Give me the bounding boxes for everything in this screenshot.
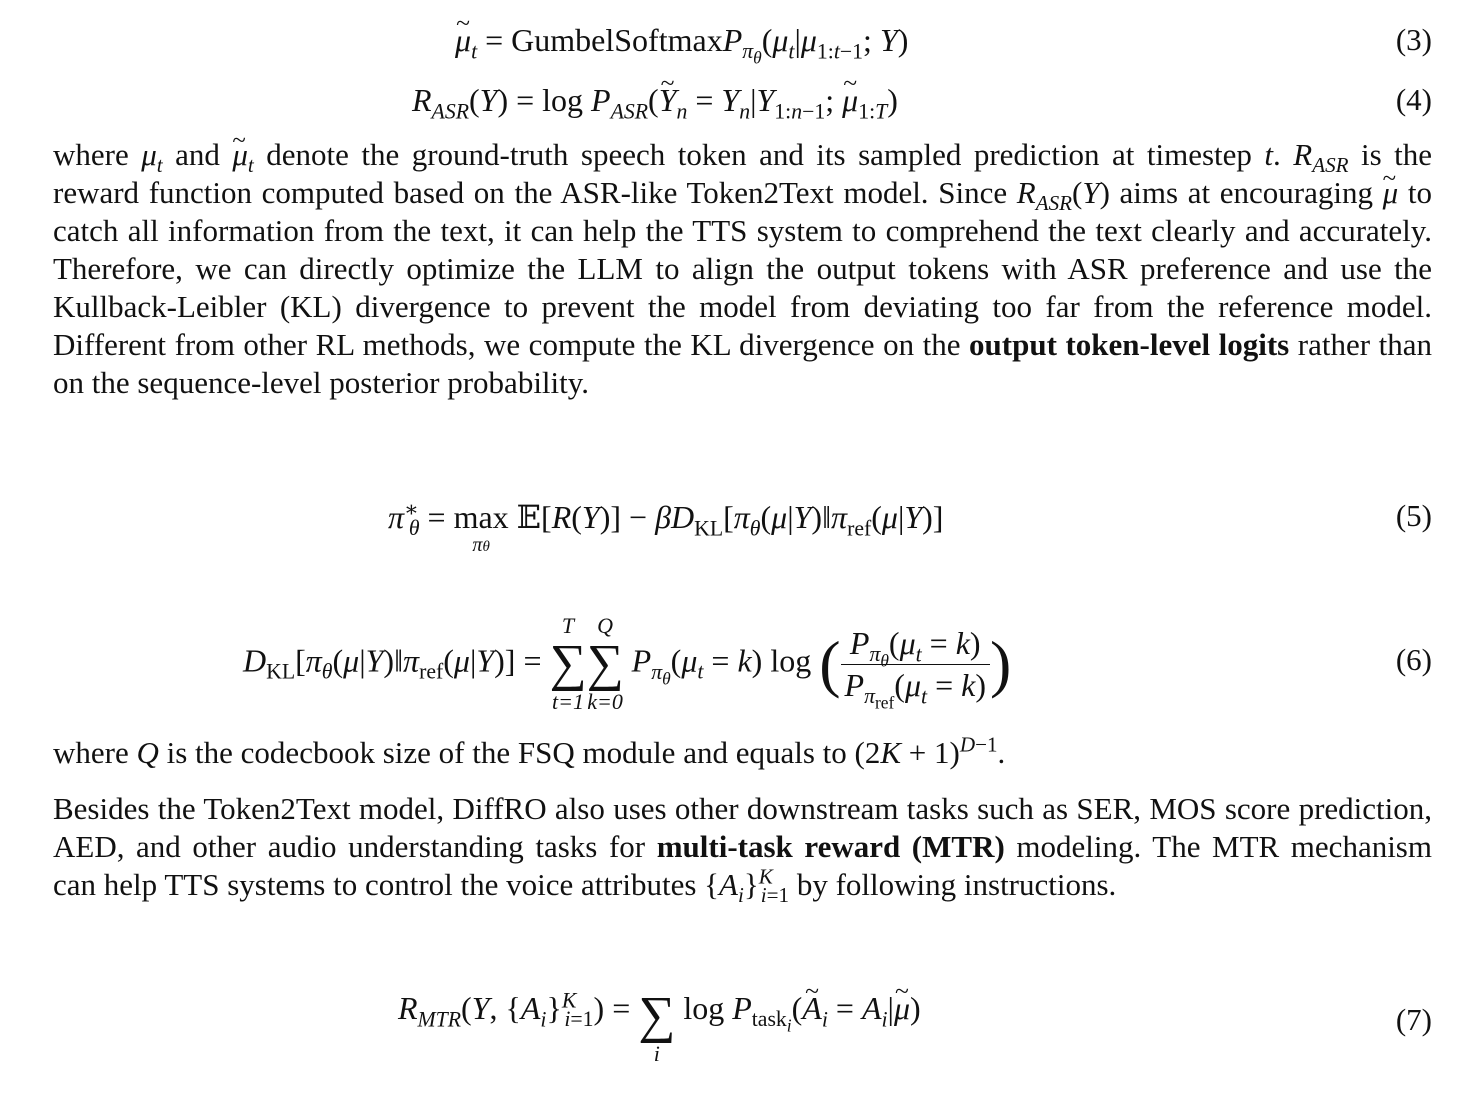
max-operator: max (453, 499, 509, 535)
para1-text-c: denote the ground-truth speech token and its sampled prediction at timestep (253, 137, 1265, 172)
para1-text-f: aims at encouraging (1109, 175, 1383, 210)
log-label: log (542, 82, 584, 118)
equation-7 (0, 987, 1459, 1080)
para3-text-a: Besides the Token2Text model, DiffRO also uses other downstream tasks such as SER, MOS score prediction, AED, and other audio understanding tasks for (53, 791, 1432, 864)
equation-3-number: (3) (1395, 22, 1432, 57)
para1-text-e: is the reward function computed based on the ASR-like Token2Text model. Since (53, 137, 1432, 210)
sum-i: ∑ i (638, 987, 676, 1066)
para2-text-b: is the codecbook size of the FSQ module and equals to (158, 735, 855, 770)
task-subscript: task (751, 1007, 787, 1032)
ref-subscript-6b: ref (874, 692, 895, 713)
para1-text-a: where (53, 137, 142, 172)
kl-subscript-6: KL (266, 659, 296, 684)
equation-5 (0, 498, 1459, 558)
equation-6-body: $D_{KL}[\pi_\theta(\mu|Y)‖\pi_{ref}(\mu|Y)]$ = T ∑ t=1 Q ∑ k=0 $P_{\pi_\theta}(\mu_t = k)$ log ( $\frac{P_{\pi_\theta}(\mu_t = k)}{P_{\pi_{ref}}(\mu_t = k)}$ ) (243, 613, 1012, 714)
equation-3 (0, 22, 1459, 68)
para2-text-a: where (53, 735, 137, 770)
paragraph-3: Besides the Token2Text model, DiffRO also uses other downstream tasks such as SER, MOS score prediction, AED, and other audio understanding tasks for multi-task reward (MTR) modeling. The MTR mechanism can help TTS systems to control the voice attributes $\{A_i\}^K_{i=1}$ by following instructions. (53, 791, 1432, 908)
ref-subscript-5: ref (847, 516, 872, 541)
kl-ratio-fraction: $\frac{P_{\pi_\theta}(\mu_t = k)}{P_{\pi_{ref}}(\mu_t = k)}$ (841, 625, 990, 704)
equation-6-number: (6) (1395, 642, 1432, 677)
kl-subscript-5: KL (694, 516, 724, 541)
para1-bold-phrase: output token-level logits (969, 327, 1290, 362)
log-label-7: log (683, 990, 725, 1026)
equation-6 (0, 604, 1459, 716)
para1-text-g: to catch all information from the text, it can help the TTS system to comprehend the text clearly and accurately. Therefore, we can directly optimize the LLM to align the output tokens with ASR preference and use the Kullback-Leibler (KL) divergence to prevent the model from deviating too far from the reference model. Different from other RL methods, we compute the KL divergence on the (53, 175, 1432, 362)
para2-text-c: . (997, 735, 1006, 770)
para3-text-c: by following instructions. (789, 867, 1117, 902)
equation-5-body: $\pi^∗_\theta$ = max πθ 𝔼[R(Y)] − $\beta D_{KL}[\pi_\theta(\mu|Y)‖\pi_{ref}(\mu|Y)]$ (388, 497, 944, 556)
para1-text-h: rather than on the sequence-level posterior probability. (53, 327, 1432, 400)
sum-t: T ∑ t=1 (549, 613, 587, 714)
paragraph-2: where Q is the codecbook size of the FSQ module and equals to $(2K + 1)^{D-1}$. (53, 732, 1006, 770)
paragraph-1: where $\mu_t$ and ~ $\mu_t$ denote the ground-truth speech token and its sampled prediction at timestep t. $R_{ASR}$ is the reward function computed based on the ASR-like Token2Text model. Since $R_{ASR}(Y)$ aims at encouraging ~ μ to catch all information from the text, it can help the TTS system to comprehend the text clearly and accurately. Therefore, we can directly optimize the LLM to align the output tokens with ASR preference and use the Kullback-Leibler (KL) divergence to prevent the model from deviating too far from the reference model. Different from other RL methods, we compute the KL divergence on the output token-level logits rather than on the sequence-level posterior probability. (53, 136, 1432, 402)
sum-k: Q ∑ k=0 (586, 613, 624, 714)
equation-3-body: ~ $\mu_t$ = $GumbelSoftmaxP_{\pi_\theta}(\mu_t|\mu_{1:t-1}$; Y) (455, 22, 908, 59)
log-label-6: log (770, 642, 812, 679)
para3-text-b: modeling. The MTR mechanism can help TTS systems to control the voice attributes (53, 829, 1432, 902)
equation-4 (0, 82, 1459, 122)
equation-5-number: (5) (1395, 498, 1432, 533)
para1-text-d: . (1273, 137, 1294, 172)
para3-bold-phrase: multi-task reward (MTR) (656, 829, 1005, 864)
para1-text-b: and (162, 137, 233, 172)
gumbel-softmax-label: GumbelSoftmax (511, 22, 723, 58)
equation-7-number: (7) (1395, 1002, 1432, 1037)
ref-subscript-6a: ref (419, 659, 444, 684)
equation-4-number: (4) (1395, 82, 1432, 117)
equation-7-body: $R_{MTR}(Y$, $\{A_i\}^K_{i=1}$) = ∑ i $\log P_{task_i}(\sim$ $A_i$ = $A_i|\sim$ μ) (398, 990, 921, 1066)
equation-4-body: $R_{ASR}(Y) = \log$ $P_{ASR}(\sim$ $Y_n = Y_n|Y_{1:n-1}$; ~ $\mu_{1:T}$) (412, 82, 898, 119)
